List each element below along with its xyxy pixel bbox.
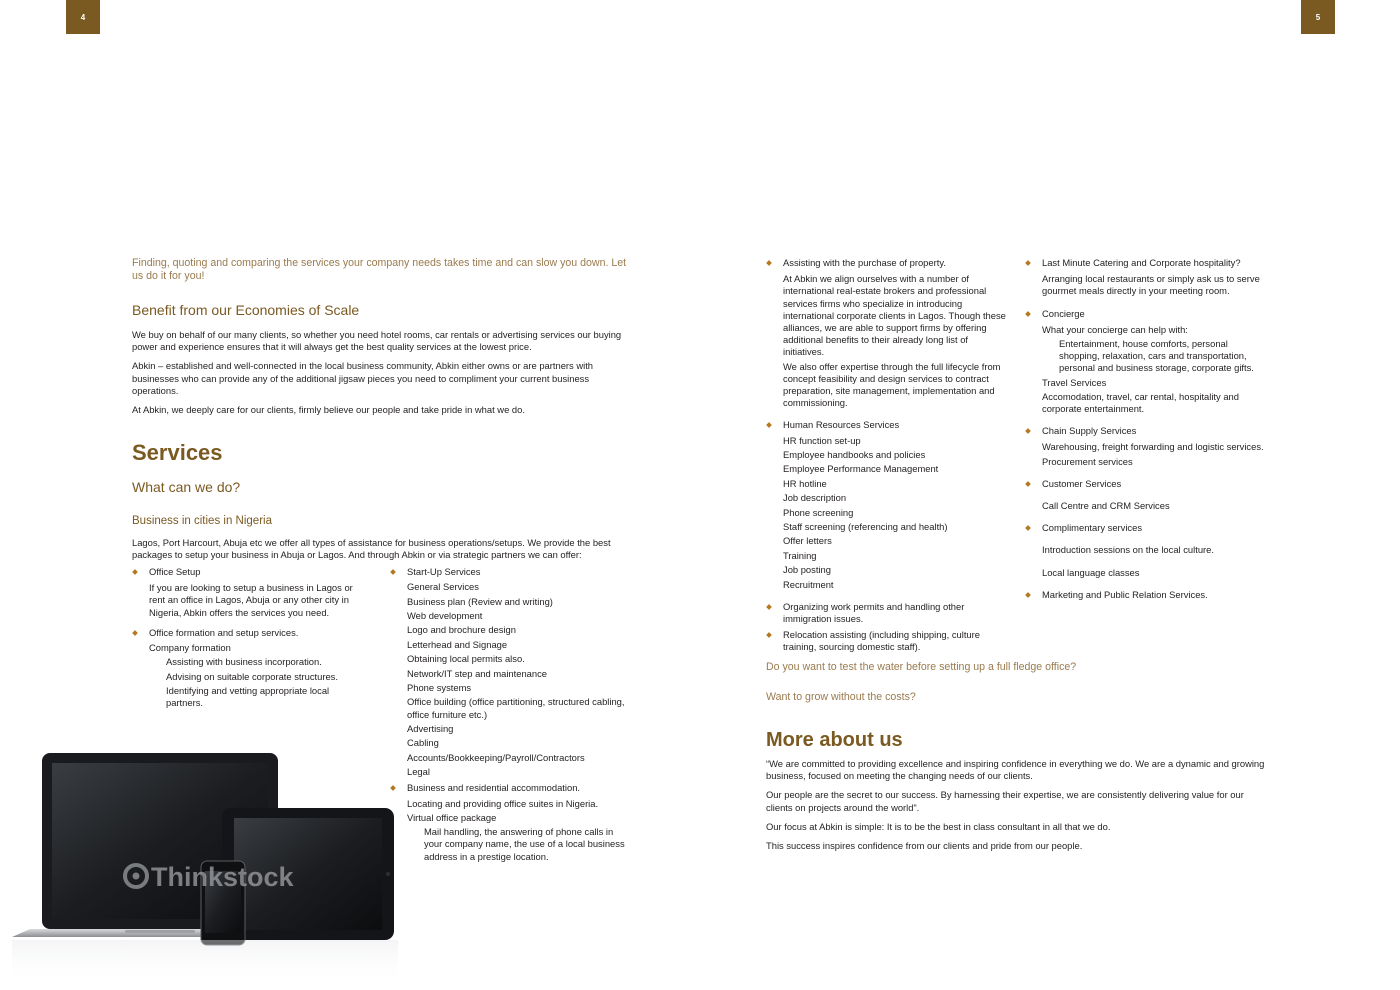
list-item: Cabling [407,737,439,749]
travel-text: Accomodation, travel, car rental, hospitality and corporate entertainment. [1042,390,1239,415]
right-lower-section [766,661,1266,859]
list-item: Recruitment [783,578,834,590]
list-item: Advising on suitable corporate structures. [166,670,338,682]
cities-heading: Business in cities in Nigeria [132,515,272,528]
list-item: Phone systems [407,681,472,693]
list-item-property [766,257,1006,409]
right-column-d [1025,257,1270,608]
devices-illustration [10,750,400,990]
catering-title: Last Minute Catering and Corporate hospitality? [1042,257,1241,268]
list-item-supply [1025,425,1270,468]
more-heading: More about us [766,729,903,751]
concierge-intro: What your concierge can help with: [1042,323,1188,335]
catering-text: Arranging local restaurants or simply ask us to serve gourmet meals directly in your meeting room. [1042,273,1260,297]
list-item-accommodation [390,782,630,863]
list-item: Training [783,549,817,561]
list-item: Employee handbooks and policies [783,449,926,461]
more-paragraph: “We are committed to providing excellence and inspiring confidence in everything we do. We are a dynamic and growing business, focused on meeting the changing needs of our clients. [766,758,1265,782]
list-item-customer [1025,478,1270,512]
page-number-right: 5 [1301,0,1335,34]
tablet-button-icon [386,872,390,876]
what-heading: What can we do? [132,479,241,496]
property-text: We also offer expertise through the full lifecycle from concept feasibility and design services to contract preparation, site management, implementation and commissioning. [783,360,1001,409]
supply-title: Chain Supply Services [1042,425,1137,437]
customer-text: Call Centre and CRM Services [1042,500,1170,512]
services-heading: Services [132,440,223,466]
benefit-paragraph: We buy on behalf of our many clients, so whether you need hotel rooms, car rentals or advertising services our buying power and experience ensures that it will always get the best quality services at the lowest price. [132,329,622,353]
list-item: HR hotline [783,477,827,489]
more-paragraph: This success inspires confidence from our clients and pride from our people. [766,840,1083,852]
more-paragraph: Our people are the secret to our success. By harnessing their expertise, we are consistently delivering value for our clients on projects around the world”. [766,789,1244,813]
property-text: At Abkin we align ourselves with a number of international real-estate brokers and professional services firms who specialize in introducing international corporate clients in Lagos. Though these alliances, we are able to support firms by offering additional benefits to their already long list of initiatives. [783,273,1006,358]
list-item: Locating and providing office suites in Nigeria. [407,797,599,809]
list-item: Office building (office partitioning, structured cabling, office furniture etc.) [407,696,625,720]
devices-image [10,750,400,990]
list-item: Staff screening (referencing and health) [783,520,948,532]
list-item: HR function set-up [783,434,861,446]
benefit-heading: Benefit from our Economies of Scale [132,302,360,318]
list-item: Accounts/Bookkeeping/Payroll/Contractors [407,751,585,763]
list-item-relocation: Relocation assisting (including shipping, culture training, sourcing domestic staff). [766,629,1006,653]
benefit-paragraph: Abkin – established and well-connected in the local business community, Abkin either owns or are partners with businesses who can provide any of the additional jigsaw pieces you need to compliment your current business operations. [132,360,594,396]
list-item: Network/IT step and maintenance [407,667,548,679]
procurement-text: Procurement services [1042,455,1133,467]
reflection [12,940,398,986]
company-formation: Company formation [149,642,231,654]
left-intro-column [132,257,634,569]
list-item: Advertising [407,722,454,734]
property-title: Assisting with the purchase of property. [783,257,946,268]
office-setup-title: Office Setup [149,566,201,577]
complimentary-item: Local language classes [1042,566,1140,578]
right-column-c [766,257,1006,661]
laptop-notch [125,930,195,933]
list-item: Offer letters [783,535,832,547]
office-formation-title: Office formation and setup services. [149,626,299,638]
list-item: Employee Performance Management [783,463,939,475]
list-item-complimentary [1025,522,1270,579]
cities-paragraph: Lagos, Port Harcourt, Abuja etc we offer all types of assistance for business operations/setups. We provide the best packages to setup your business in Abuja or Lagos. And through Abkin or via strategic partners we can offer: [132,537,611,561]
concierge-title: Concierge [1042,307,1085,319]
watermark-logo-dot-icon [133,873,140,880]
more-paragraph: Our focus at Abkin is simple: It is to be the best in class consultant in all that we do. [766,820,1111,832]
list-item-startup [390,566,630,778]
list-item: Identifying and vetting appropriate local partners. [166,684,330,709]
virtual-office-text: Mail handling, the answering of phone calls in your company name, the use of a local business address in a prestige location. [424,826,625,862]
supply-text: Warehousing, freight forwarding and logistic services. [1042,441,1264,453]
watermark-text: Thinkstock [151,862,294,892]
list-item-hr [766,419,1006,590]
concierge-detail: Entertainment, house comforts, personal shopping, relaxation, cars and transportation, personal and business storage, corporate gifts. [1059,338,1254,374]
list-item-office-formation [132,627,364,709]
complimentary-title: Complimentary services [1042,522,1143,534]
benefit-paragraph: At Abkin, we deeply care for our clients, firmly believe our people and take pride in what we do. [132,404,525,416]
office-setup-text: If you are looking to setup a business in Lagos or rent an office in Lagos, Abuja or any other city in Nigeria, Abkin offers the services you need. [149,582,353,618]
question-one: Do you want to test the water before setting up a full fledge office? [766,661,1077,673]
list-item: Business plan (Review and writing) [407,595,553,607]
page-number-left: 4 [66,0,100,34]
list-item: Web development [407,609,483,621]
intro-text: Finding, quoting and comparing the services your company needs takes time and can slow you down. Let us do it for you! [132,257,627,282]
complimentary-item: Introduction sessions on the local culture. [1042,544,1214,556]
list-item: Obtaining local permits also. [407,653,525,665]
list-item: Assisting with business incorporation. [166,656,322,668]
list-item: General Services [407,581,479,593]
list-item: Letterhead and Signage [407,638,508,650]
list-item-permits: Organizing work permits and handling other immigration issues. [766,601,1006,625]
list-item: Legal [407,766,430,778]
list-item: Logo and brochure design [407,624,516,636]
startup-title: Start-Up Services [407,566,481,577]
list-item: Job posting [783,564,831,576]
question-two: Want to grow without the costs? [766,691,916,703]
list-item-office-setup [132,566,364,619]
list-item-catering [1025,257,1270,298]
hr-title: Human Resources Services [783,419,900,431]
left-column-b [390,566,630,870]
accommodation-title: Business and residential accommodation. [407,782,581,794]
travel-title: Travel Services [1042,376,1107,388]
list-item: Job description [783,492,847,504]
list-item-marketing: Marketing and Public Relation Services. [1025,589,1270,601]
list-item-concierge [1025,308,1270,416]
list-item: Phone screening [783,506,854,518]
list-item: Virtual office package [407,811,497,823]
customer-title: Customer Services [1042,477,1122,489]
left-column-a [132,566,364,716]
